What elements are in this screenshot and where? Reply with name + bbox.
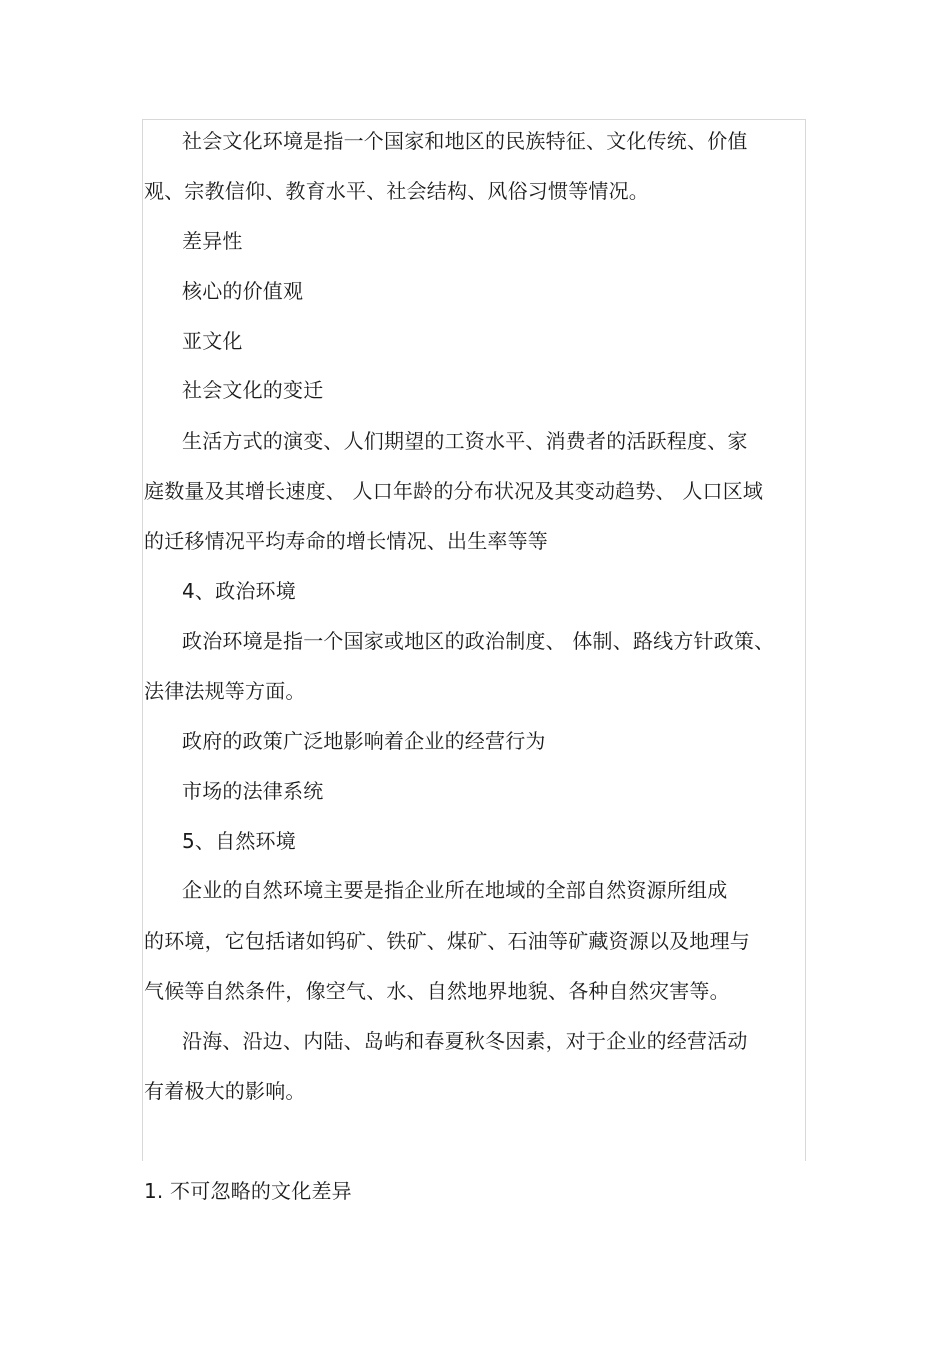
section-heading-natural: 5、自然环境	[182, 829, 296, 853]
footer-heading: 1. 不可忽略的文化差异	[144, 1179, 352, 1203]
paragraph-natural-line-2: 的环境，它包括诸如钨矿、铁矿、煤矿、石油等矿藏资源以及地理与	[144, 929, 750, 953]
item-legal-system: 市场的法律系统	[182, 779, 324, 803]
paragraph-geography-line-2: 有着极大的影响。	[144, 1079, 306, 1103]
paragraph-geography-line-1: 沿海、沿边、内陆、岛屿和春夏秋冬因素，对于企业的经营活动	[182, 1029, 748, 1053]
paragraph-lifestyle-line-3: 的迁移情况平均寿命的增长情况、出生率等等	[144, 529, 548, 553]
paragraph-political-line-2: 法律法规等方面。	[144, 679, 306, 703]
item-culture-change: 社会文化的变迁	[182, 378, 324, 402]
section-heading-political: 4、政治环境	[182, 579, 296, 603]
item-difference: 差异性	[182, 229, 243, 253]
item-core-values: 核心的价值观	[182, 279, 304, 303]
paragraph-social-culture-line-2: 观、宗教信仰、教育水平、社会结构、风俗习惯等情况。	[144, 179, 649, 203]
item-subculture: 亚文化	[182, 329, 243, 353]
paragraph-lifestyle-line-2: 庭数量及其增长速度、 人口年龄的分布状况及其变动趋势、 人口区域	[144, 479, 764, 503]
paragraph-social-culture-line-1: 社会文化环境是指一个国家和地区的民族特征、文化传统、价值	[182, 129, 748, 153]
paragraph-political-line-1: 政治环境是指一个国家或地区的政治制度、 体制、路线方针政策、	[182, 629, 775, 653]
paragraph-lifestyle-line-1: 生活方式的演变、人们期望的工资水平、消费者的活跃程度、家	[182, 429, 748, 453]
item-government-policy: 政府的政策广泛地影响着企业的经营行为	[182, 729, 546, 753]
paragraph-natural-line-1: 企业的自然环境主要是指企业所在地域的全部自然资源所组成	[182, 878, 728, 902]
paragraph-natural-line-3: 气候等自然条件，像空气、水、自然地界地貌、各种自然灾害等。	[144, 979, 730, 1003]
